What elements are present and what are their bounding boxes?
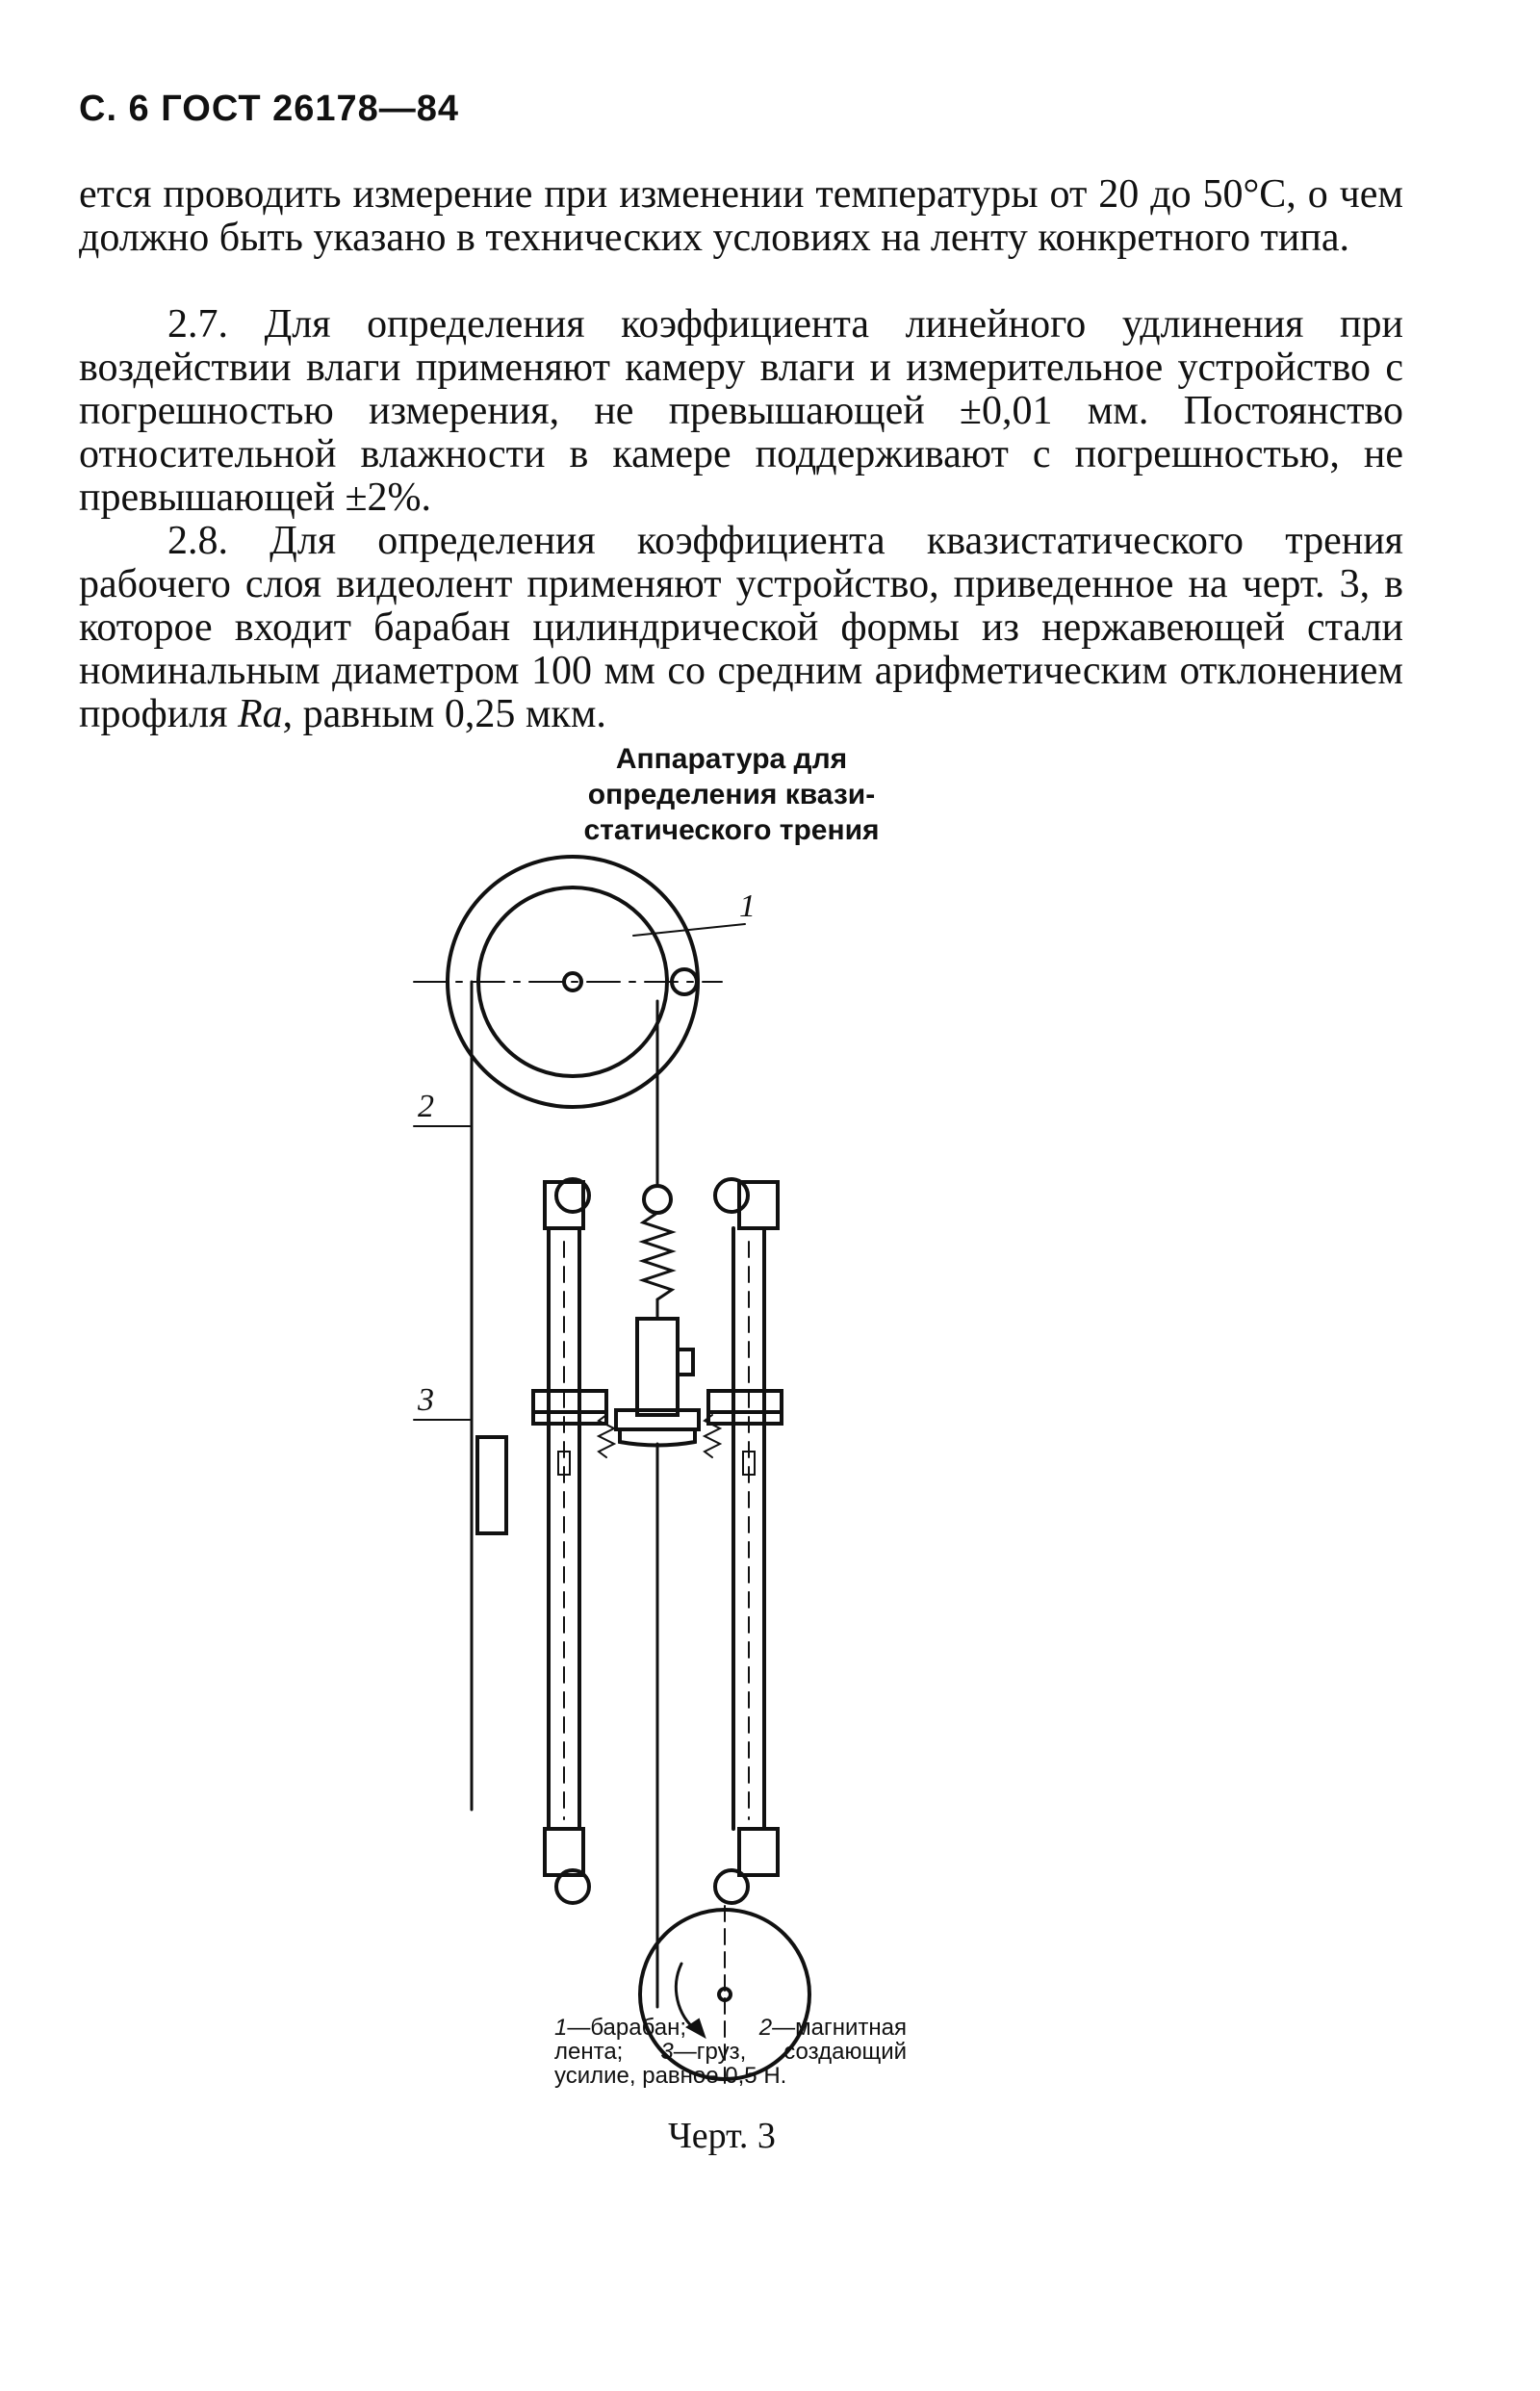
page-header: С. 6 ГОСТ 26178—84 bbox=[79, 89, 460, 129]
top-drum bbox=[414, 857, 745, 1107]
caption-number: 3 bbox=[660, 2039, 674, 2065]
paragraph-text-part: 2.8. Для определения коэффициента квазистатического трения рабочего слоя видеолент применяют устройство, приведенное на черт. 3, в которое входит барабан цилиндрической формы из нержавеющей стали номинальным диаметром 100 мм со средним арифметическим отклонением профиля bbox=[79, 519, 1403, 736]
label-drum: 1 bbox=[739, 888, 756, 924]
right-guide-column bbox=[705, 1179, 778, 1903]
left-bottom-bracket bbox=[545, 1829, 583, 1875]
paragraph-text bbox=[79, 520, 1403, 736]
spring-icon bbox=[643, 1213, 672, 1299]
right-top-roller-icon bbox=[715, 1179, 748, 1212]
caption-text: —барабан; bbox=[567, 2015, 759, 2041]
figure-title bbox=[539, 741, 924, 848]
sensor-body bbox=[637, 1319, 678, 1415]
left-top-bracket bbox=[545, 1182, 583, 1228]
caption-number: 2 bbox=[758, 2015, 773, 2041]
right-bottom-roller-icon bbox=[715, 1870, 748, 1903]
crossbar-left-bottom bbox=[533, 1412, 606, 1424]
right-small-spring-icon bbox=[705, 1415, 720, 1457]
right-bottom-bracket bbox=[739, 1829, 778, 1875]
paragraph-2-8 bbox=[79, 520, 1403, 736]
crossbar-right-bottom bbox=[708, 1412, 782, 1424]
label-weight: 3 bbox=[418, 1382, 434, 1418]
paragraph-text: 2.7. Для определения коэффициента линейного удлинения при воздействии влаги применяют камеру влаги и измерительное устройство с погрешностью измерения, не превышающей ±0,01 мм. Постоянство относительной влажности в камере поддерживают с погрешностью, не превышающей ±2%. bbox=[79, 302, 1403, 520]
figure-caption bbox=[554, 2016, 907, 2088]
figure-title-line: статического трения bbox=[583, 814, 880, 846]
apparatus-diagram bbox=[418, 847, 943, 2002]
spring-ring-icon bbox=[644, 1186, 671, 1213]
figure-title-line: определения квази- bbox=[587, 779, 876, 810]
paragraph-2-7 bbox=[79, 303, 1403, 520]
figure-title-line: Аппаратура для bbox=[615, 743, 848, 775]
roughness-symbol: Ra bbox=[237, 692, 283, 736]
paragraph-continuation bbox=[79, 173, 1403, 260]
paragraph-text-part: , равным 0,25 мкм. bbox=[282, 692, 606, 736]
sensor-connector bbox=[678, 1350, 693, 1375]
paragraph-text: ется проводить измерение при изменении температуры от 20 до 50°С, о чем должно быть указано в технических условиях на ленту конкретного типа. bbox=[79, 172, 1403, 260]
weight-block bbox=[477, 1437, 506, 1533]
label-tape: 2 bbox=[418, 1089, 434, 1124]
figure-number: Черт. 3 bbox=[668, 2116, 776, 2156]
caption-text: —груз, создающий усилие, равное 0,5 Н. bbox=[554, 2039, 907, 2089]
crossbar-left-top bbox=[533, 1391, 606, 1412]
caption-text: —магнитная лента; bbox=[554, 2015, 907, 2065]
crossbar-right-top bbox=[708, 1391, 782, 1412]
caption-number: 1 bbox=[554, 2015, 568, 2041]
left-guide-column bbox=[545, 1179, 614, 1903]
